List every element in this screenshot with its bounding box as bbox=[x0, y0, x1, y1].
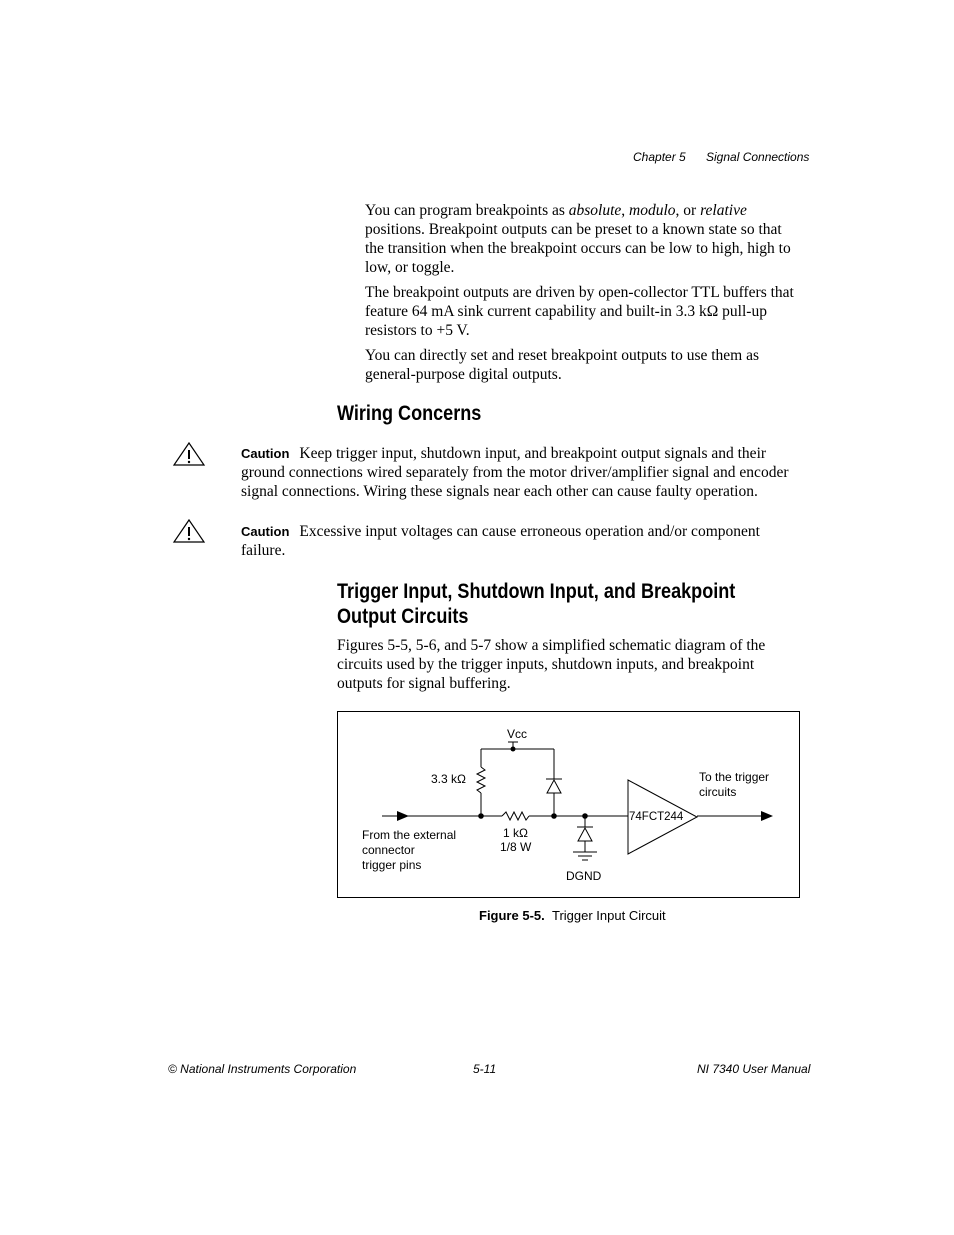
footer-page-number: 5-11 bbox=[473, 1062, 497, 1076]
intro-p1-end: positions. Breakpoint outputs can be preset to a known state so that the transition when the breakpoint occurs can be low to high, high to low, or toggle. bbox=[365, 221, 791, 276]
caution-1-label: Caution bbox=[241, 446, 290, 461]
header-section: Signal Connections bbox=[706, 150, 810, 164]
intro-p1-sep2: , or bbox=[675, 202, 701, 219]
trigger-input-schematic bbox=[337, 711, 801, 899]
caution-2 bbox=[241, 522, 806, 560]
intro-paragraph-1 bbox=[365, 201, 801, 277]
header-chapter: Chapter 5 bbox=[633, 150, 686, 164]
footer-manual-title: NI 7340 User Manual bbox=[697, 1062, 811, 1076]
label-series-resistor-2: 1/8 W bbox=[500, 840, 532, 854]
caution-1-text: Keep trigger input, shutdown input, and breakpoint output signals and their ground connections wired separately from the motor driver/amplifier signal and encoder signal connections. Wiring these signals near each other can cause faulty operation. bbox=[241, 445, 789, 500]
label-pullup-resistor: 3.3 kΩ bbox=[431, 772, 466, 786]
intro-paragraph-2: The breakpoint outputs are driven by open-collector TTL buffers that feature 64 mA sink current capability and built-in 3.3 kΩ pull-up resistors to +5 V. bbox=[365, 284, 794, 339]
term-absolute: absolute bbox=[568, 202, 622, 219]
circuits-heading-line-2: Output Circuits bbox=[337, 605, 469, 628]
label-buffer: 74FCT244 bbox=[629, 811, 684, 823]
figure-caption-label: Figure 5-5. bbox=[479, 908, 545, 923]
figure-caption bbox=[479, 908, 666, 923]
label-from-external-1: From the external bbox=[362, 828, 457, 842]
intro-p1-sep1: , bbox=[621, 202, 630, 219]
caution-2-text: Excessive input voltages can cause erroneous operation and/or component failure. bbox=[241, 523, 760, 559]
term-relative: relative bbox=[700, 202, 747, 219]
label-to-trigger-1: To the trigger bbox=[699, 770, 770, 784]
term-modulo: modulo bbox=[629, 202, 676, 219]
label-dgnd: DGND bbox=[566, 869, 602, 883]
circuits-paragraph: Figures 5-5, 5-6, and 5-7 show a simplified schematic diagram of the circuits used by the trigger inputs, shutdown inputs, and breakpoint outputs for signal buffering. bbox=[337, 637, 766, 692]
label-to-trigger-2: circuits bbox=[699, 785, 737, 799]
figure-caption-text: Trigger Input Circuit bbox=[551, 908, 666, 923]
label-from-external-2: connector bbox=[362, 843, 415, 857]
label-vcc: Vcc bbox=[507, 727, 528, 741]
footer-copyright: © National Instruments Corporation bbox=[168, 1062, 357, 1076]
caution-2-label: Caution bbox=[241, 524, 290, 539]
circuits-heading-line-1: Trigger Input, Shutdown Input, and Breakpoint bbox=[337, 580, 736, 603]
intro-paragraph-3: You can directly set and reset breakpoint outputs to use them as general-purpose digital outputs. bbox=[365, 347, 760, 383]
caution-1 bbox=[241, 444, 806, 501]
label-from-external-3: trigger pins bbox=[362, 858, 422, 872]
intro-text bbox=[365, 201, 801, 384]
warning-icon bbox=[172, 518, 206, 544]
label-series-resistor-1: 1 kΩ bbox=[503, 826, 528, 840]
wiring-heading: Wiring Concerns bbox=[337, 402, 482, 425]
intro-p1-start: You can program breakpoints as bbox=[365, 202, 569, 219]
warning-icon bbox=[172, 441, 206, 467]
